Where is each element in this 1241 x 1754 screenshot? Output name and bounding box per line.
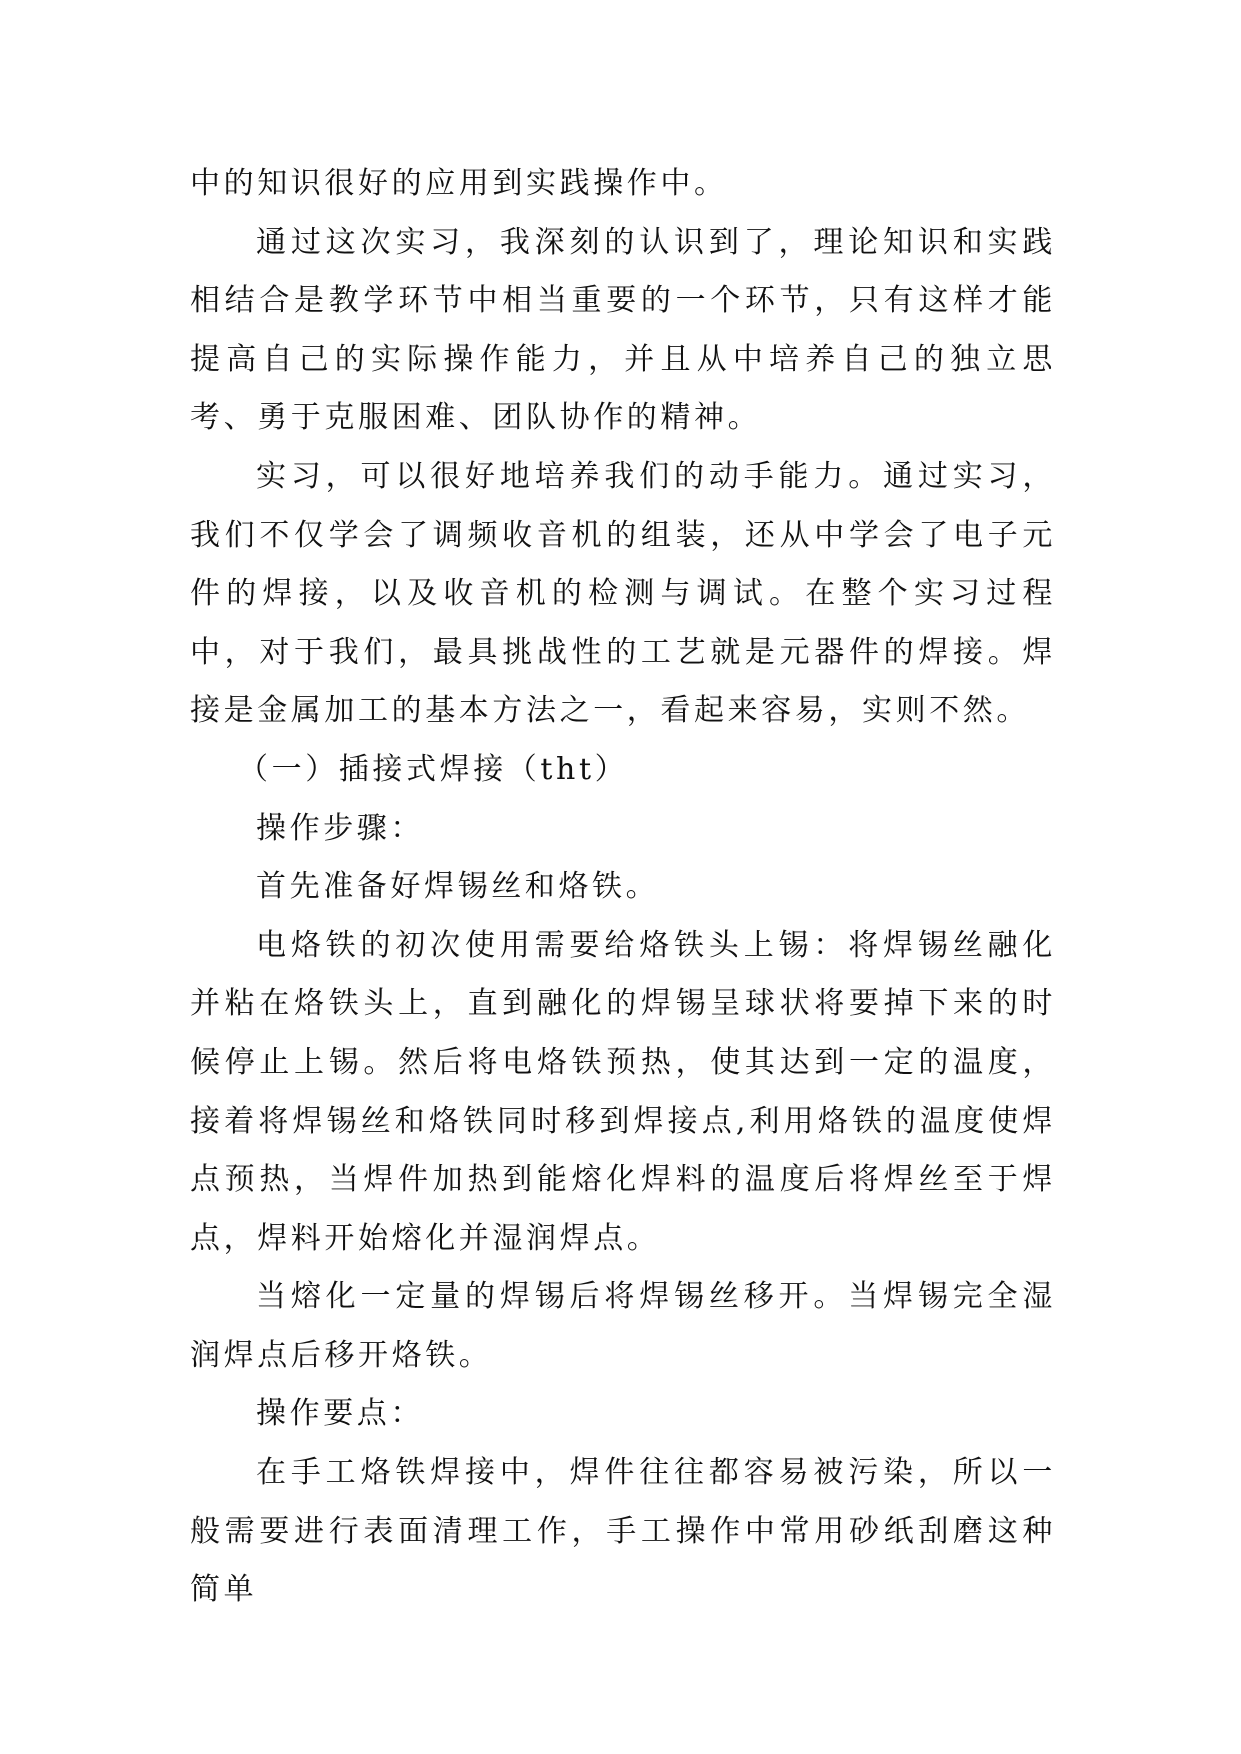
paragraph-3: 实习，可以很好地培养我们的动手能力。通过实习，我们不仅学会了调频收音机的组装，还从中学会了电子元件的焊接，以及收音机的检测与调试。在整个实习过程中，对于我们，最具挑战性的工艺就是元器件的焊接。焊接是金属加工的基本方法之一，看起来容易，实则不然。 <box>190 458 1056 729</box>
paragraph-7: 当熔化一定量的焊锡后将焊锡丝移开。当焊锡完全湿润焊点后移开烙铁。 <box>190 1279 1056 1373</box>
section-heading: （一）插接式焊接（tht） <box>238 751 629 787</box>
paragraph-5: 首先准备好焊锡丝和烙铁。 <box>256 869 660 905</box>
paragraph-points-label: 操作要点： <box>256 1396 424 1432</box>
paragraph-1: 中的知识很好的应用到实践操作中。 <box>190 166 728 201</box>
paragraph-steps-label: 操作步骤： <box>256 810 424 846</box>
paragraph-2: 通过这次实习，我深刻的认识到了，理论知识和实践相结合是教学环节中相当重要的一个环节，只有这样才能提高自己的实际操作能力，并且从中培养自己的独立思考、勇于克服困难、团队协作的精神。 <box>190 224 1056 436</box>
paragraph-6: 电烙铁的初次使用需要给烙铁头上锡：将焊锡丝融化并粘在烙铁头上，直到融化的焊锡呈球状将要掉下来的时候停止上锡。然后将电烙铁预热，使其达到一定的温度，接着将焊锡丝和烙铁同时移到焊接点,利用烙铁的温度使焊点预热，当焊件加热到能熔化焊料的温度后将焊丝至于焊点，焊料开始熔化并湿润焊点。 <box>190 927 1056 1256</box>
document-body <box>190 155 1056 1620</box>
paragraph-9: 在手工烙铁焊接中，焊件往往都容易被污染，所以一般需要进行表面清理工作，手工操作中常用砂纸刮磨这种简单 <box>190 1455 1056 1608</box>
